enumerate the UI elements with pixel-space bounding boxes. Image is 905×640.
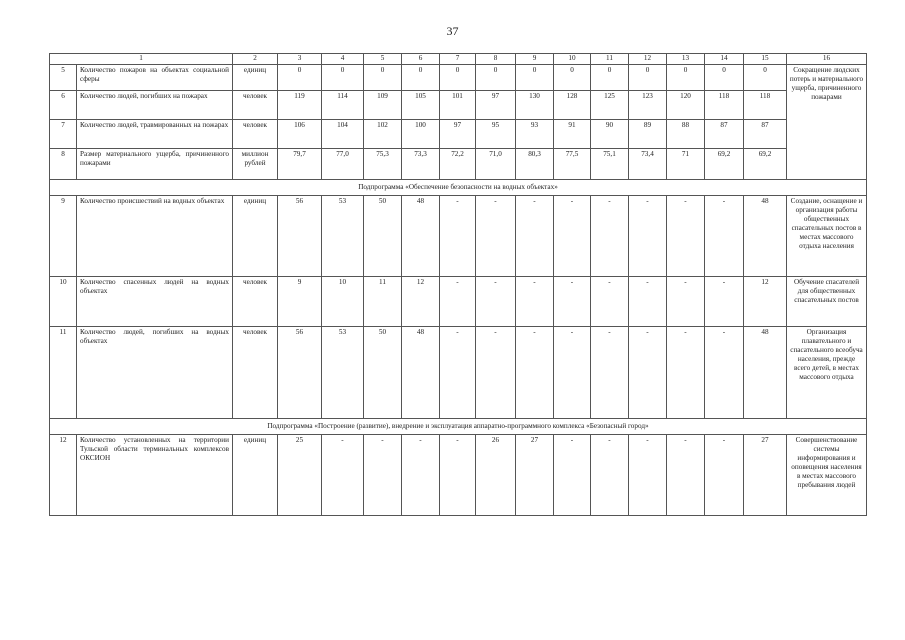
value-cell: 69,2 <box>744 149 787 180</box>
value-cell: - <box>516 196 554 277</box>
value-cell: - <box>516 277 554 327</box>
header-cell: 1 <box>50 54 233 65</box>
value-cell: 87 <box>744 120 787 149</box>
value-cell: 0 <box>516 65 554 91</box>
value-cell: 73,4 <box>629 149 667 180</box>
value-cell: 26 <box>476 435 516 516</box>
value-cell: - <box>591 196 629 277</box>
subprogram-row <box>50 419 867 435</box>
header-cell: 4 <box>322 54 364 65</box>
value-cell: - <box>705 435 744 516</box>
row-number: 10 <box>50 277 77 327</box>
table-row <box>50 120 867 149</box>
value-cell: - <box>554 435 591 516</box>
header-cell: 13 <box>667 54 705 65</box>
value-cell: 118 <box>744 91 787 120</box>
value-cell: 27 <box>516 435 554 516</box>
value-cell: 89 <box>629 120 667 149</box>
value-cell: 69,2 <box>705 149 744 180</box>
value-cell: 72,2 <box>440 149 476 180</box>
value-cell: - <box>364 435 402 516</box>
value-cell: 88 <box>667 120 705 149</box>
value-cell: 125 <box>591 91 629 120</box>
header-cell: 10 <box>554 54 591 65</box>
table-row <box>50 277 867 327</box>
value-cell: 77,5 <box>554 149 591 180</box>
value-cell: 118 <box>705 91 744 120</box>
row-number: 9 <box>50 196 77 277</box>
value-cell: 25 <box>278 435 322 516</box>
value-cell: - <box>402 435 440 516</box>
value-cell: - <box>554 196 591 277</box>
value-cell: 73,3 <box>402 149 440 180</box>
table-row <box>50 196 867 277</box>
expected-result: Создание, оснащение и организация работы общественных спасательных постов в местах массового отдыха населения <box>787 196 867 277</box>
unit: единиц <box>233 196 278 277</box>
value-cell: 100 <box>402 120 440 149</box>
unit: человек <box>233 277 278 327</box>
value-cell: - <box>629 196 667 277</box>
value-cell: 79,7 <box>278 149 322 180</box>
unit: единиц <box>233 435 278 516</box>
subprogram-row <box>50 180 867 196</box>
indicator-name: Размер материального ущерба, причиненного пожарами <box>77 149 233 180</box>
value-cell: - <box>705 277 744 327</box>
value-cell: 11 <box>364 277 402 327</box>
header-cell: 8 <box>476 54 516 65</box>
value-cell: 80,3 <box>516 149 554 180</box>
row-number: 11 <box>50 327 77 419</box>
value-cell: 0 <box>278 65 322 91</box>
value-cell: 123 <box>629 91 667 120</box>
value-cell: 50 <box>364 196 402 277</box>
value-cell: 75,3 <box>364 149 402 180</box>
value-cell: - <box>629 435 667 516</box>
value-cell: 114 <box>322 91 364 120</box>
value-cell: 0 <box>629 65 667 91</box>
value-cell: - <box>554 277 591 327</box>
header-cell: 16 <box>787 54 867 65</box>
indicator-name: Количество людей, погибших на пожарах <box>77 91 233 120</box>
subprogram-title: Подпрограмма «Обеспечение безопасности на водных объектах» <box>50 180 867 196</box>
value-cell: 128 <box>554 91 591 120</box>
value-cell: 97 <box>440 120 476 149</box>
value-cell: - <box>705 196 744 277</box>
header-cell: 5 <box>364 54 402 65</box>
header-cell: 9 <box>516 54 554 65</box>
value-cell: 56 <box>278 327 322 419</box>
value-cell: - <box>476 277 516 327</box>
unit: человек <box>233 327 278 419</box>
value-cell: 48 <box>402 327 440 419</box>
value-cell: 0 <box>440 65 476 91</box>
header-cell: 12 <box>629 54 667 65</box>
indicator-name: Количество происшествий на водных объектах <box>77 196 233 277</box>
expected-result: Сокращение людских потерь и материального ущерба, причиненного пожарами <box>787 65 867 180</box>
value-cell: - <box>440 196 476 277</box>
value-cell: - <box>667 277 705 327</box>
value-cell: 71 <box>667 149 705 180</box>
value-cell: 90 <box>591 120 629 149</box>
header-cell: 3 <box>278 54 322 65</box>
header-cell: 15 <box>744 54 787 65</box>
value-cell: - <box>667 435 705 516</box>
table-row <box>50 65 867 91</box>
header-cell: 2 <box>233 54 278 65</box>
header-cell: 11 <box>591 54 629 65</box>
value-cell: 0 <box>364 65 402 91</box>
value-cell: 48 <box>744 196 787 277</box>
value-cell: - <box>705 327 744 419</box>
value-cell: 0 <box>705 65 744 91</box>
value-cell: 9 <box>278 277 322 327</box>
value-cell: - <box>667 327 705 419</box>
value-cell: 104 <box>322 120 364 149</box>
value-cell: - <box>440 277 476 327</box>
value-cell: 77,0 <box>322 149 364 180</box>
value-cell: - <box>554 327 591 419</box>
header-cell: 6 <box>402 54 440 65</box>
value-cell: 0 <box>667 65 705 91</box>
indicator-name: Количество людей, травмированных на пожарах <box>77 120 233 149</box>
value-cell: - <box>516 327 554 419</box>
value-cell: 101 <box>440 91 476 120</box>
table-row <box>50 91 867 120</box>
value-cell: 10 <box>322 277 364 327</box>
value-cell: - <box>440 435 476 516</box>
value-cell: 0 <box>476 65 516 91</box>
row-number: 6 <box>50 91 77 120</box>
value-cell: - <box>322 435 364 516</box>
value-cell: 0 <box>402 65 440 91</box>
value-cell: 53 <box>322 196 364 277</box>
unit: человек <box>233 120 278 149</box>
value-cell: 48 <box>744 327 787 419</box>
value-cell: 87 <box>705 120 744 149</box>
indicator-name: Количество установленных на территории Тульской области терминальных комплексов ОКСИОН <box>77 435 233 516</box>
indicator-name: Количество спасенных людей на водных объектах <box>77 277 233 327</box>
value-cell: 97 <box>476 91 516 120</box>
value-cell: 27 <box>744 435 787 516</box>
value-cell: 12 <box>402 277 440 327</box>
value-cell: 75,1 <box>591 149 629 180</box>
value-cell: - <box>591 435 629 516</box>
value-cell: - <box>440 327 476 419</box>
value-cell: 130 <box>516 91 554 120</box>
value-cell: 71,0 <box>476 149 516 180</box>
table-row <box>50 149 867 180</box>
value-cell: 0 <box>744 65 787 91</box>
expected-result: Совершенствование системы информирования и оповещения населения в местах массового пребывания людей <box>787 435 867 516</box>
header-cell: 7 <box>440 54 476 65</box>
unit: миллион рублей <box>233 149 278 180</box>
value-cell: - <box>629 277 667 327</box>
value-cell: 0 <box>322 65 364 91</box>
header-row <box>50 54 867 65</box>
indicator-name: Количество пожаров на объектах социальной сферы <box>77 65 233 91</box>
unit: человек <box>233 91 278 120</box>
value-cell: 0 <box>591 65 629 91</box>
indicator-name: Количество людей, погибших на водных объектах <box>77 327 233 419</box>
value-cell: 0 <box>554 65 591 91</box>
value-cell: 109 <box>364 91 402 120</box>
value-cell: 106 <box>278 120 322 149</box>
value-cell: 120 <box>667 91 705 120</box>
value-cell: 102 <box>364 120 402 149</box>
row-number: 12 <box>50 435 77 516</box>
value-cell: 119 <box>278 91 322 120</box>
expected-result: Организация плавательного и спасательного всеобуча населения, прежде всего детей, в местах массового отдыха <box>787 327 867 419</box>
value-cell: 53 <box>322 327 364 419</box>
value-cell: - <box>591 327 629 419</box>
value-cell: 56 <box>278 196 322 277</box>
indicators-table <box>49 53 867 516</box>
table-row <box>50 327 867 419</box>
header-cell: 14 <box>705 54 744 65</box>
subprogram-title: Подпрограмма «Построение (развитие), внедрение и эксплуатация аппаратно-программного комплекса «Безопасный город» <box>50 419 867 435</box>
value-cell: - <box>476 327 516 419</box>
value-cell: - <box>629 327 667 419</box>
value-cell: 93 <box>516 120 554 149</box>
value-cell: - <box>476 196 516 277</box>
value-cell: 105 <box>402 91 440 120</box>
unit: единиц <box>233 65 278 91</box>
value-cell: 50 <box>364 327 402 419</box>
row-number: 8 <box>50 149 77 180</box>
value-cell: 91 <box>554 120 591 149</box>
table-row <box>50 435 867 516</box>
page-number: 37 <box>446 24 459 38</box>
value-cell: - <box>667 196 705 277</box>
row-number: 5 <box>50 65 77 91</box>
expected-result: Обучение спасателей для общественных спасательных постов <box>787 277 867 327</box>
row-number: 7 <box>50 120 77 149</box>
value-cell: 95 <box>476 120 516 149</box>
value-cell: - <box>591 277 629 327</box>
value-cell: 48 <box>402 196 440 277</box>
value-cell: 12 <box>744 277 787 327</box>
